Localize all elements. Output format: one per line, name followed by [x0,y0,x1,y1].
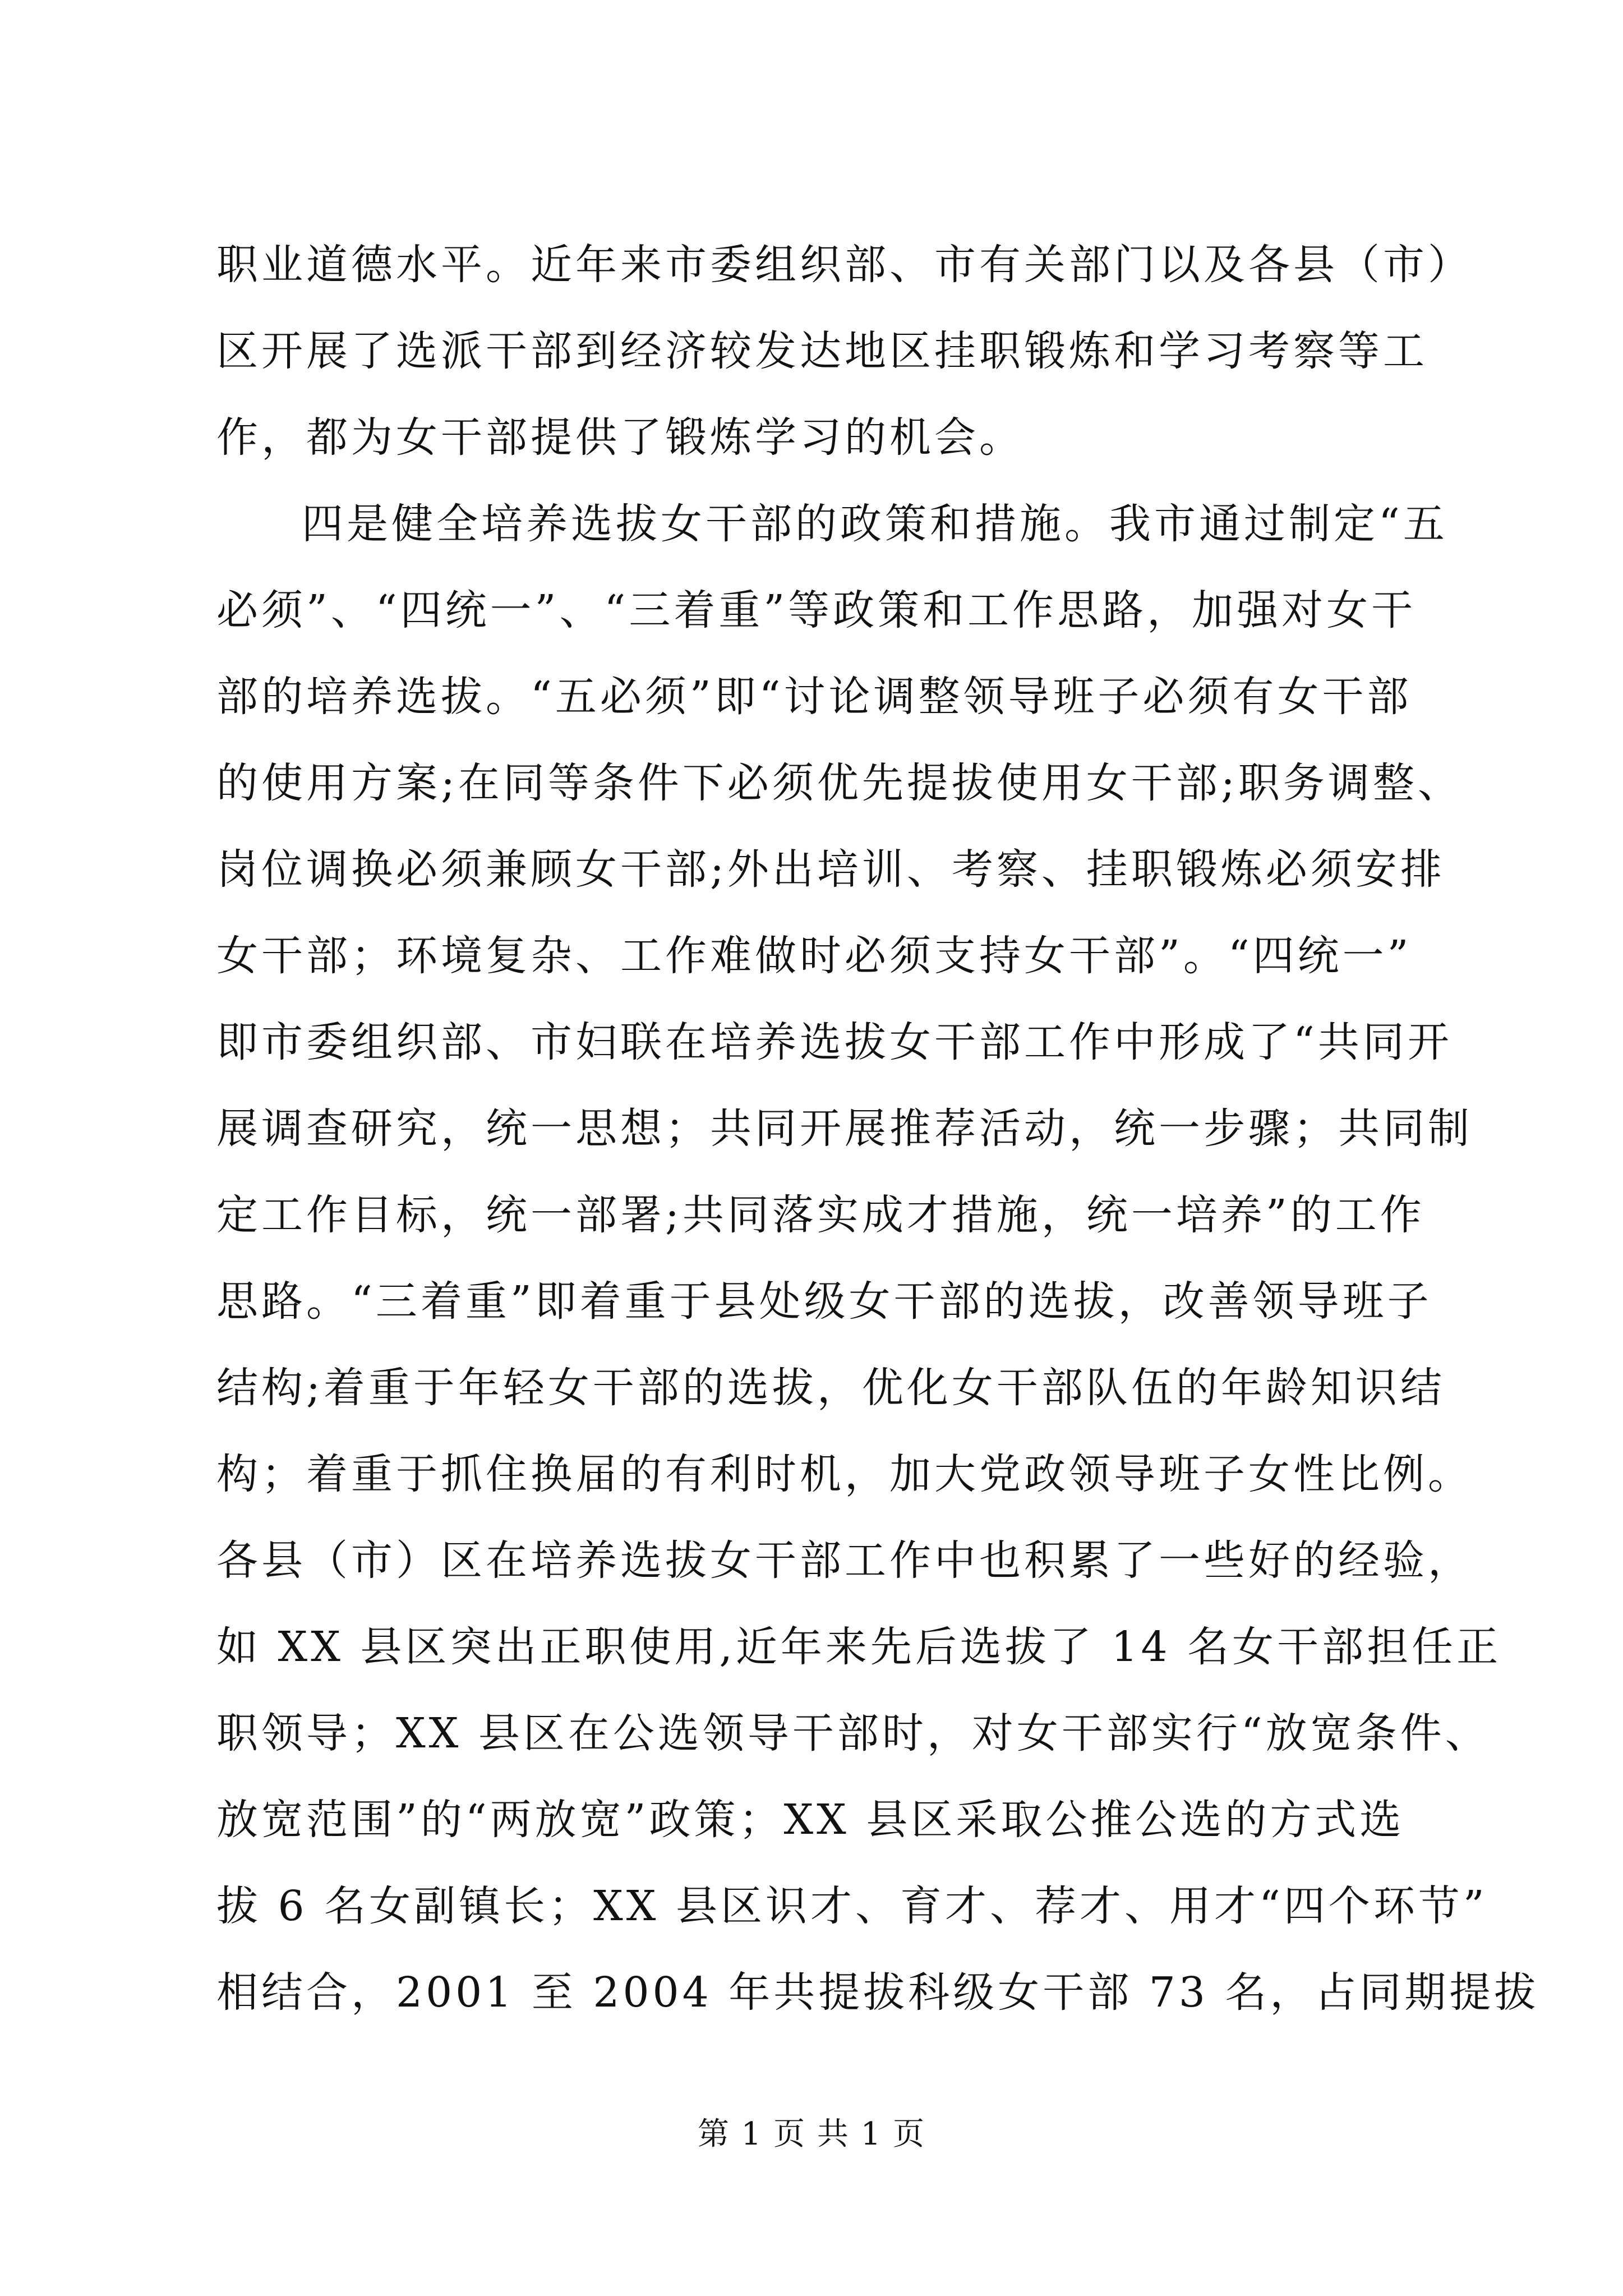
text-line-19: 放宽范围”的“两放宽”政策；XX 县区采取公推公选的方式选 [216,1796,1405,1844]
text-line-7: 的使用方案;在同等条件下必须优先提拔使用女干部;职务调整、 [216,759,1463,807]
page-footer [0,2115,1623,2154]
text-line-5: 必须”、“四统一”、“三着重”等政策和工作思路，加强对女干 [216,586,1417,634]
text-line-21: 相结合，2001 至 2004 年共提拔科级女干部 73 名，占同期提拔 [216,1968,1539,2017]
text-line-3: 作，都为女干部提供了锻炼学习的机会。 [216,413,1024,462]
text-line-17: 如 XX 县区突出正职使用,近年来先后选拔了 14 名女干部担任正 [216,1623,1502,1671]
paragraph-start-line: 四是健全培养选拔女干部的政策和措施。我市通过制定“五 [302,500,1448,548]
page-number-label: 第 1 页 共 1 页 [697,2116,926,2152]
text-line-8: 岗位调换必须兼顾女干部;外出培训、考察、挂职锻炼必须安排 [216,845,1445,894]
text-line-2: 区开展了选派干部到经济较发达地区挂职锻炼和学习考察等工 [216,327,1428,375]
text-line-15: 构；着重于抓住换届的有利时机，加大党政领导班子女性比例。 [216,1450,1473,1498]
text-line-12: 定工作目标，统一部署;共同落实成才措施，统一培养”的工作 [216,1191,1425,1239]
text-line-13: 思路。“三着重”即着重于县处级女干部的选拔，改善领导班子 [216,1277,1432,1326]
body-text [216,222,1539,2036]
text-line-14: 结构;着重于年轻女干部的选拔，优化女干部队伍的年龄知识结 [216,1364,1445,1412]
text-line-11: 展调查研究，统一思想；共同开展推荐活动，统一步骤；共同制 [216,1105,1473,1153]
text-line-10: 即市委组织部、市妇联在培养选拔女干部工作中形成了“共同开 [216,1018,1453,1066]
text-line-6: 部的培养选拔。“五必须”即“讨论调整领导班子必须有女干部 [216,673,1412,721]
text-line-1: 职业道德水平。近年来市委组织部、市有关部门以及各县（市） [216,241,1473,289]
text-line-20: 拔 6 名女副镇长；XX 县区识才、育才、荐才、用才“四个环节” [216,1882,1488,1930]
text-line-18: 职领导；XX 县区在公选领导干部时，对女干部实行“放宽条件、 [216,1709,1490,1757]
text-line-9: 女干部；环境复杂、工作难做时必须支持女干部”。“四统一” [216,932,1412,980]
text-line-16: 各县（市）区在培养选拔女干部工作中也积累了一些好的经验， [216,1536,1473,1585]
